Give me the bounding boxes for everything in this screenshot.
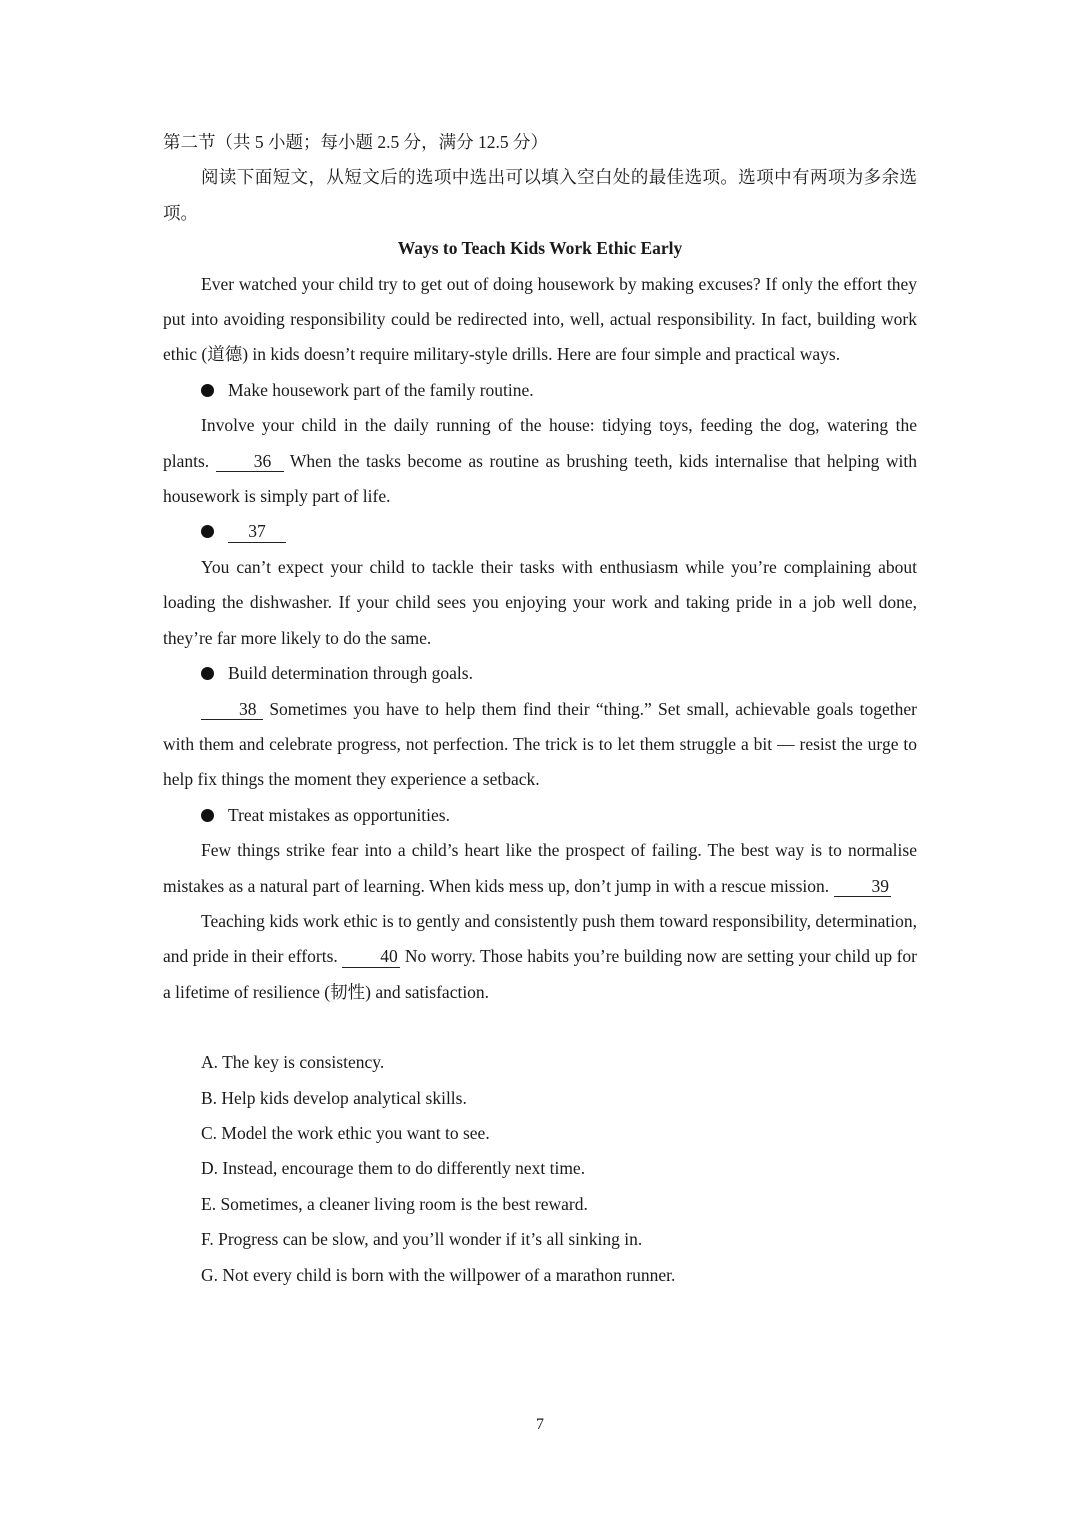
section-instruction: 阅读下面短文，从短文后的选项中选出可以填入空白处的最佳选项。选项中有两项为多余选项。 [163,167,917,223]
bullet-dot-icon [201,667,214,680]
paragraph-2: You can’t expect your child to tackle their tasks with enthusiasm while you’re complaining about loading the dishwasher. If your child sees you enjoying your work and taking pride in a job well done, they’re far more likely to do the same. [163,556,917,648]
bullet-dot-icon [201,525,214,538]
option-b: B. Help kids develop analytical skills. [201,1087,467,1108]
bullet-item-4 [163,798,917,833]
paragraph-text: Teaching kids work ethic is to gently and consistently push them toward responsibility, determination, and pride in their efforts. [163,910,917,967]
paragraph-1 [163,408,917,514]
options-list [163,1045,917,1293]
paragraph-text: When the tasks become as routine as brushing teeth, kids internalise that helping with housework is simply part of life. [163,450,918,507]
option-f: F. Progress can be slow, and you’ll wonder if it’s all sinking in. [201,1229,643,1250]
option-e: E. Sometimes, a cleaner living room is the best reward. [201,1193,588,1214]
option-g: G. Not every child is born with the willpower of a marathon runner. [201,1264,676,1285]
paragraph-text: No worry. Those habits you’re building now are setting your child up for a lifetime of resilience (韧性) and satisfaction. [163,946,918,1002]
blank-39: 39 [834,877,891,897]
bullet-item-2 [163,514,917,549]
paragraph-text: Involve your child in the daily running of the house: tidying toys, feeding the dog, watering the plants. [163,415,917,471]
intro-paragraph: Ever watched your child try to get out of doing housework by making excuses? If only the effort they put into avoiding responsibility could be redirected into, well, actual responsibility. In fact, building work ethic (道德) in kids doesn’t require military-style drills. Here are four simple and practical ways. [163,273,917,365]
option-a: A. The key is consistency. [201,1052,385,1073]
paragraph-text: Few things strike fear into a child’s heart like the prospect of failing. The best way is to normalise mistakes as a natural part of learning. When kids mess up, don’t jump in with a rescue mission. [163,840,917,896]
section-heading: 第二节（共 5 小题；每小题 2.5 分，满分 12.5 分） [163,132,548,152]
paragraph-text: Sometimes you have to help them find their “thing.” Set small, achievable goals together with them and celebrate progress, not perfection. The trick is to let them struggle a bit — resist the urge to help fix things the moment they experience a setback. [163,698,917,790]
paragraph-4 [163,833,917,904]
bullet-dot-icon [201,809,214,822]
blank-36: 36 [216,452,284,472]
blank-40: 40 [342,947,400,967]
bullet-text: Make housework part of the family routine. [228,379,534,400]
article-title: Ways to Teach Kids Work Ethic Early [397,238,683,259]
bullet-text: Build determination through goals. [228,663,473,684]
bullet-text: Treat mistakes as opportunities. [228,804,450,825]
bullet-item-1 [163,373,917,408]
option-d: D. Instead, encourage them to do differently next time. [201,1158,586,1179]
bullet-item-3 [163,656,917,691]
blank-38: 38 [201,700,263,720]
option-c: C. Model the work ethic you want to see. [201,1122,490,1143]
spacer [163,1010,917,1045]
exam-page [163,125,917,1293]
bullet-dot-icon [201,384,214,397]
paragraph-3 [163,692,917,798]
page-number: 7 [536,1416,544,1433]
blank-37: 37 [228,522,286,542]
paragraph-5 [163,904,917,1010]
